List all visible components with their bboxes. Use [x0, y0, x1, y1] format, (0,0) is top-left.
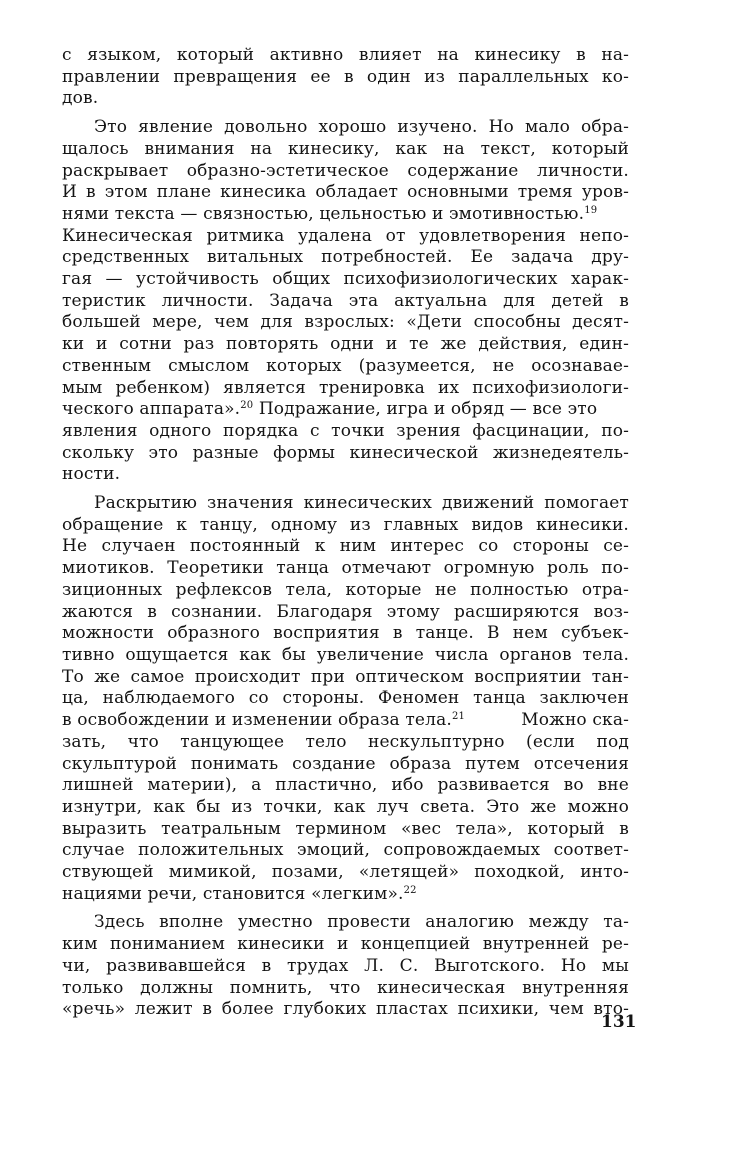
text-line-content	[62, 710, 465, 732]
text-line: «речь» лежит в более глубоких пластах психики, чем вто-	[62, 999, 629, 1020]
text-line	[62, 884, 629, 906]
text-line: миотиков. Теоретики танца отмечают огромную роль по-	[62, 558, 629, 579]
text-line: Раскрытию значения кинесических движений помогает	[94, 493, 629, 514]
paragraph-1	[62, 45, 629, 110]
text-line: зать, что танцующее тело нескульптурно (если под	[62, 731, 629, 752]
text-line: гая — устойчивость общих психофизиологических харак-	[62, 269, 629, 290]
text-line: ности.	[62, 464, 121, 485]
text-line: ственным смыслом которых (разумеется, не осознавае-	[62, 355, 629, 376]
text-line: Кинесическая ритмика удалена от удовлетворения непо-	[62, 225, 629, 246]
text-line: с языком, который активно влияет на кинесику в на-	[62, 45, 629, 65]
text-line: ца, наблюдаемого со стороны. Феномен танца заключен	[62, 688, 629, 709]
text-line-content: нями текста — связностью, цельностью и эмотивностью.	[62, 203, 585, 224]
text-line: Здесь вполне уместно провести аналогию между та-	[94, 912, 629, 933]
footnote-ref-20[interactable]: 20	[240, 400, 254, 412]
text-line: тивно ощущается как бы увеличение числа органов тела.	[62, 644, 629, 665]
text-line: Не случаен постоянный к ним интерес со стороны се-	[62, 536, 629, 557]
text-line: теристик личности. Задача эта актуальна для детей в	[62, 290, 629, 311]
text-line-continuation: Подражание, игра и обряд — все это	[253, 399, 598, 420]
text-line: выразить театральным термином «вес тела», который в	[62, 818, 629, 839]
text-line	[62, 399, 629, 421]
text-line: явления одного порядка с точки зрения фасцинации, по-	[62, 420, 629, 441]
text-line: лишней материи), а пластично, ибо развивается во вне	[62, 775, 629, 796]
text-line: ким пониманием кинесики и концепцией внутренней ре-	[62, 934, 629, 955]
body-text	[62, 45, 629, 1021]
text-line: ки и сотни раз повторять одни и те же действия, един-	[62, 334, 629, 355]
text-line-continuation: Можно ска-	[521, 710, 629, 731]
text-line: чи, развивавшейся в трудах Л. С. Выготского. Но мы	[62, 955, 629, 976]
text-line: ствующей мимикой, позами, «летящей» походкой, инто-	[62, 862, 629, 883]
paragraph-4	[62, 912, 629, 1021]
text-line: мым ребенком) является тренировка их психофизиологи-	[62, 377, 629, 398]
paragraph-2	[62, 117, 629, 486]
text-line-segment: в освобождении и изменении образа тела.	[62, 710, 452, 731]
footnote-ref-19[interactable]: 19	[584, 204, 598, 216]
text-line: только должны помнить, что кинесическая внутренняя	[62, 977, 629, 998]
text-line: изнутри, как бы из точки, как луч света. Это же можно	[62, 796, 629, 817]
text-line: случае положительных эмоций, сопровождаемых соответ-	[62, 840, 629, 861]
text-line: Это явление довольно хорошо изучено. Но мало обра-	[94, 117, 629, 138]
text-line: И в этом плане кинесика обладает основными тремя уров-	[62, 182, 629, 203]
text-line: жаются в сознании. Благодаря этому расширяются воз-	[62, 601, 629, 622]
text-line: щалось внимания на кинесику, как на текст, который	[62, 138, 629, 159]
paragraph-3	[62, 493, 629, 905]
text-line: раскрывает образно-эстетическое содержание личности.	[62, 160, 629, 181]
text-line: То же самое происходит при оптическом восприятии тан-	[62, 666, 629, 687]
footnote-ref-21[interactable]: 21	[451, 711, 465, 723]
text-line: средственных витальных потребностей. Ее задача дру-	[62, 247, 629, 268]
text-line: дов.	[62, 88, 99, 109]
text-line: можности образного восприятия в танце. В нем субъек-	[62, 623, 629, 644]
text-line: скульптурой понимать создание образа путем отсечения	[62, 753, 629, 774]
text-line	[62, 204, 629, 226]
text-line	[62, 710, 629, 732]
text-line: скольку это разные формы кинесической жизнедеятель-	[62, 442, 629, 463]
text-line: обращение к танцу, одному из главных видов кинесики.	[62, 514, 629, 535]
page-number: 131	[601, 1012, 637, 1032]
text-line-content: нациями речи, становится «легким».	[62, 883, 404, 904]
text-line: зиционных рефлексов тела, которые не полностью отра-	[62, 579, 629, 600]
text-line-content: ческого аппарата».	[62, 399, 241, 420]
text-line: большей мере, чем для взрослых: «Дети способны десят-	[62, 312, 629, 333]
footnote-ref-22[interactable]: 22	[403, 884, 417, 896]
text-line: правлении превращения ее в один из параллельных ко-	[62, 66, 629, 87]
